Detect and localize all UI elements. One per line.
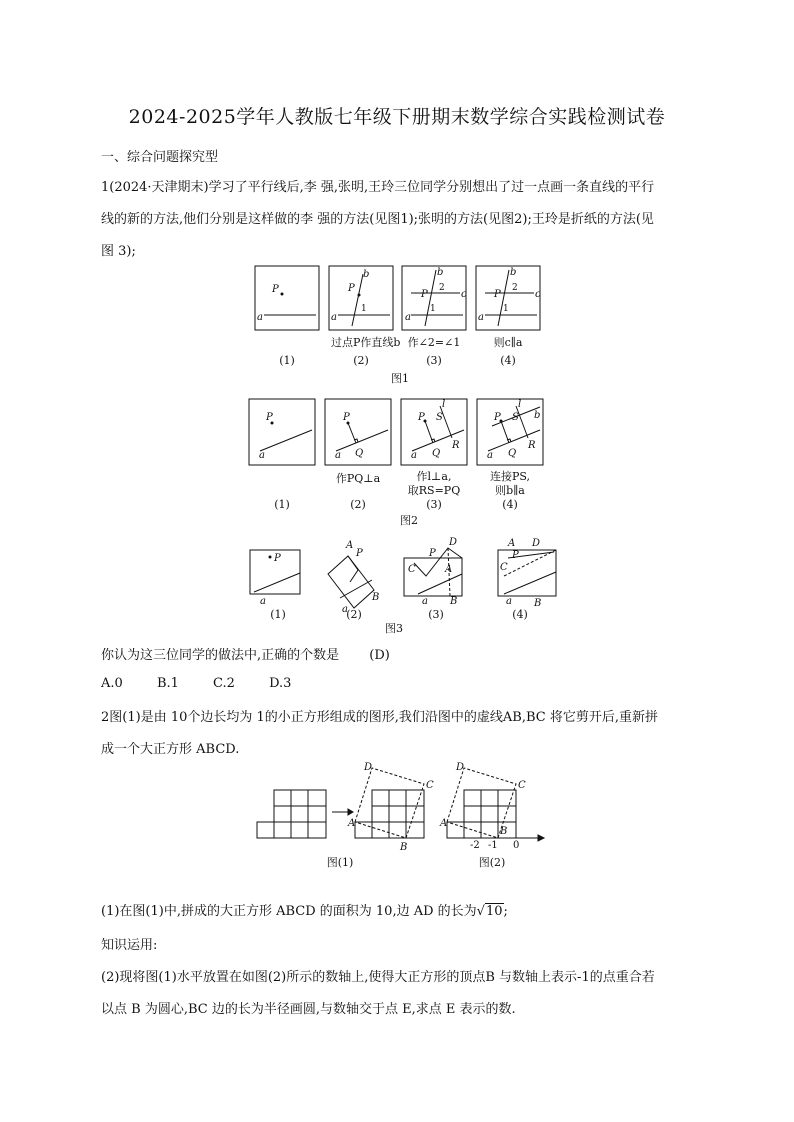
q2-part2-line2: 以点 B 为圆心,BC 边的长为半径画圆,与数轴交于点 E,求点 E 表示的数. xyxy=(101,1002,516,1017)
svg-text:D: D xyxy=(532,538,541,549)
page-title: 2024-2025学年人教版七年级下册期末数学综合实践检测试卷 xyxy=(128,106,666,128)
svg-text:C: C xyxy=(500,562,508,573)
svg-text:b: b xyxy=(534,410,541,421)
fig3-sub-4: (4) xyxy=(512,608,528,621)
q1-option-d: D.3 xyxy=(269,676,292,691)
svg-text:a: a xyxy=(487,450,493,461)
q1-answer: (D) xyxy=(369,648,390,663)
q1-option-c: C.2 xyxy=(213,676,235,691)
fig1-sub-4: (4) xyxy=(500,354,516,367)
svg-text:A: A xyxy=(346,540,354,551)
svg-text:R: R xyxy=(452,440,460,451)
svg-text:C: C xyxy=(426,780,434,791)
fig2-sub-4: (4) xyxy=(502,498,518,511)
fig3-sub-1: (1) xyxy=(270,608,286,621)
svg-text:P: P xyxy=(494,289,501,300)
fig3-sub-3: (3) xyxy=(428,608,444,621)
fig2-note-4a: 连接PS, xyxy=(489,470,531,483)
svg-text:a: a xyxy=(411,450,417,461)
fig1-sub-3: (3) xyxy=(426,354,442,367)
q2-part1-text: (1)在图(1)中,拼成的大正方形 ABCD 的面积为 10,边 AD 的长为 xyxy=(101,904,477,919)
svg-text:a: a xyxy=(260,596,266,607)
fig1-sub-1: (1) xyxy=(279,354,295,367)
fig2-sub-3: (3) xyxy=(426,498,442,511)
axis-label-0: 0 xyxy=(513,840,520,851)
svg-text:A: A xyxy=(440,818,448,829)
svg-text:b: b xyxy=(437,267,444,278)
svg-text:P: P xyxy=(356,548,363,559)
svg-text:a: a xyxy=(257,312,263,323)
axis-label-neg1: -1 xyxy=(488,840,498,851)
svg-text:c: c xyxy=(461,289,467,300)
knowledge-heading: 知识运用: xyxy=(101,938,158,953)
fig1-sub-2: (2) xyxy=(353,354,369,367)
svg-text:B: B xyxy=(450,596,458,607)
fig2-note-3b: 取RS=PQ xyxy=(407,484,461,497)
q1-question-text: 你认为这三位同学的做法中,正确的个数是 xyxy=(101,648,340,663)
figure-2 xyxy=(244,396,556,530)
q1-text-line3: 图 3); xyxy=(101,244,136,259)
svg-text:a: a xyxy=(422,596,428,607)
svg-text:1: 1 xyxy=(430,304,436,314)
svg-text:B: B xyxy=(400,842,408,853)
svg-text:a: a xyxy=(405,312,411,323)
svg-text:a: a xyxy=(478,312,484,323)
fig3-caption: 图3 xyxy=(385,622,403,635)
svg-text:a: a xyxy=(335,450,341,461)
fig3-sub-2: (2) xyxy=(346,608,362,621)
svg-text:a: a xyxy=(331,312,337,323)
figure-3 xyxy=(236,534,560,634)
svg-text:P: P xyxy=(494,412,501,423)
sqrt-expression xyxy=(477,904,504,919)
q1-text-line2: 线的新的方法,他们分别是这样做的李 强的方法(见图1);张明的方法(见图2);王玲是折纸的方法(见 xyxy=(101,212,654,227)
q2-part1 xyxy=(101,900,508,919)
svg-text:c: c xyxy=(535,289,541,300)
svg-text:P: P xyxy=(512,550,519,561)
figure-1 xyxy=(250,262,550,384)
svg-text:D: D xyxy=(364,762,373,773)
sqrt-radicand: 10 xyxy=(485,904,503,919)
q2-text-line1: 2图(1)是由 10个边长均为 1的小正方形组成的图形,我们沿图中的虚线AB,BC 将它剪开后,重新拼 xyxy=(101,710,658,725)
svg-text:Q: Q xyxy=(432,448,441,459)
svg-text:b: b xyxy=(510,267,517,278)
svg-text:S: S xyxy=(512,412,519,423)
q2-fig-caption-1: 图(1) xyxy=(326,856,354,869)
fig1-note-4: 则c∥a xyxy=(493,336,523,349)
svg-text:Q: Q xyxy=(355,448,364,459)
fig2-note-4b: 则b∥a xyxy=(495,484,525,497)
fig2-note-2: 作PQ⊥a xyxy=(335,472,381,485)
svg-text:P: P xyxy=(274,553,281,564)
q1-option-b: B.1 xyxy=(156,676,179,691)
svg-text:R: R xyxy=(528,440,536,451)
svg-text:P: P xyxy=(343,412,350,423)
svg-text:P: P xyxy=(272,284,279,295)
q1-option-a: A.0 xyxy=(101,676,123,691)
q2-fig-caption-2: 图(2) xyxy=(478,856,506,869)
svg-text:a: a xyxy=(342,604,348,615)
fig1-note-3: 作∠2=∠1 xyxy=(407,336,461,349)
svg-text:C: C xyxy=(408,564,416,575)
svg-text:P: P xyxy=(429,548,436,559)
section-heading: 一、综合问题探究型 xyxy=(101,150,219,165)
fig2-sub-1: (1) xyxy=(274,498,290,511)
svg-text:S: S xyxy=(436,412,443,423)
svg-text:A: A xyxy=(508,538,516,549)
svg-text:A: A xyxy=(445,564,453,575)
svg-text:Q: Q xyxy=(508,448,517,459)
svg-text:C: C xyxy=(518,780,526,791)
svg-text:1: 1 xyxy=(361,304,367,314)
svg-text:P: P xyxy=(421,289,428,300)
svg-text:2: 2 xyxy=(439,283,445,293)
svg-text:P: P xyxy=(348,283,355,294)
fig1-caption: 图1 xyxy=(391,372,409,385)
svg-text:P: P xyxy=(418,412,425,423)
q1-text-line1: 1(2024·天津期末)学习了平行线后,李 强,张明,王玲三位同学分别想出了过一点画一条直线的平行 xyxy=(101,180,655,195)
svg-text:a: a xyxy=(506,596,512,607)
q2-text-line2: 成一个大正方形 ABCD. xyxy=(101,742,240,757)
svg-text:2: 2 xyxy=(512,283,518,293)
figure-q2 xyxy=(252,758,552,870)
q2-part1-suffix: ; xyxy=(503,904,508,919)
sqrt-sign: √ xyxy=(476,904,485,919)
svg-text:P: P xyxy=(266,412,273,423)
svg-text:D: D xyxy=(449,537,458,548)
svg-text:D: D xyxy=(456,762,465,773)
svg-text:l: l xyxy=(442,399,446,410)
fig2-caption: 图2 xyxy=(400,514,418,527)
svg-text:l: l xyxy=(518,399,522,410)
q1-options xyxy=(101,676,291,691)
q2-part2-line1: (2)现将图(1)水平放置在如图(2)所示的数轴上,使得大正方形的顶点B 与数轴上表示-1的点重合若 xyxy=(101,970,655,985)
svg-text:B: B xyxy=(500,826,508,837)
svg-text:1: 1 xyxy=(503,304,509,314)
svg-text:b: b xyxy=(363,269,370,280)
fig2-sub-2: (2) xyxy=(350,498,366,511)
fig1-note-2: 过点P作直线b xyxy=(331,336,401,349)
q1-question xyxy=(101,644,390,663)
svg-text:B: B xyxy=(534,598,542,609)
svg-text:a: a xyxy=(259,450,265,461)
fig2-note-3a: 作l⊥a, xyxy=(416,470,452,483)
axis-label-neg2: -2 xyxy=(470,840,480,851)
svg-text:B: B xyxy=(372,592,380,603)
svg-text:A: A xyxy=(348,818,356,829)
